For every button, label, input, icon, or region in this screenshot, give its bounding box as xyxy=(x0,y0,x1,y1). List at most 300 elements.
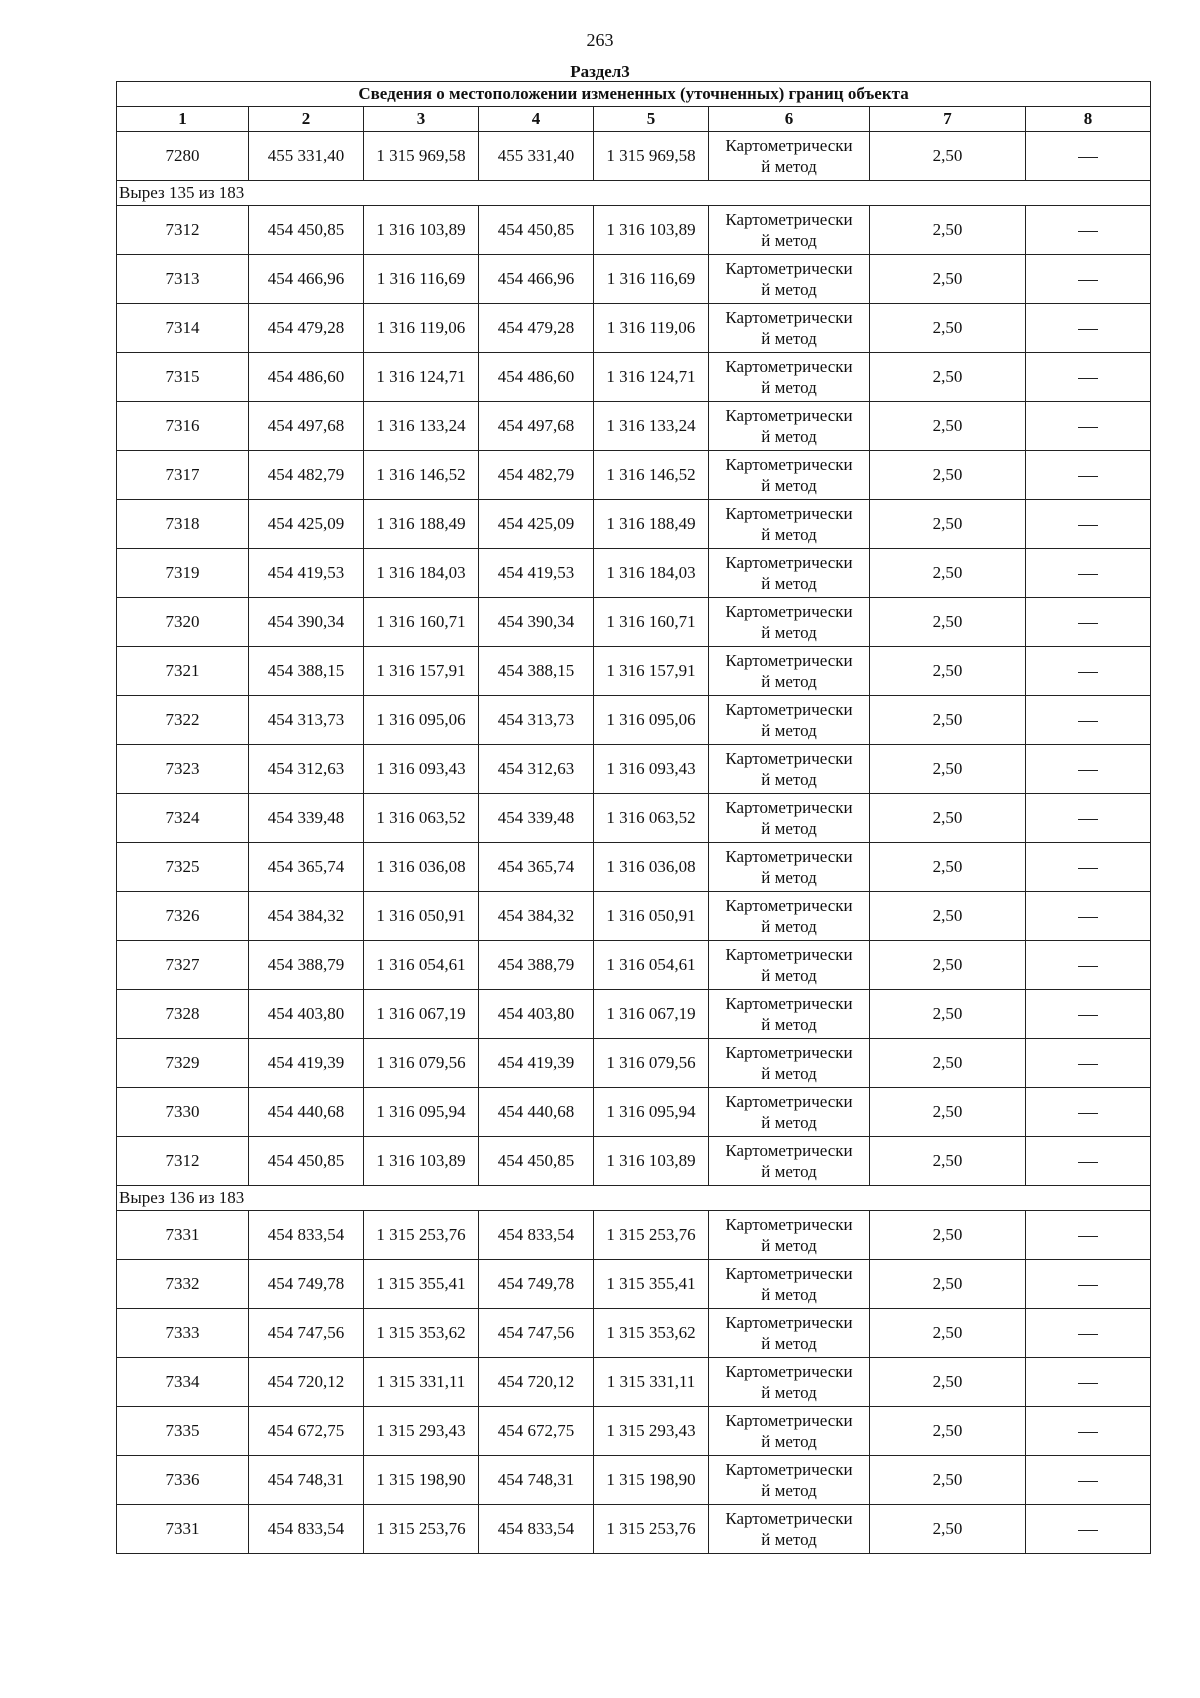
y-refined-cell: 1 315 293,43 xyxy=(594,1407,709,1456)
dash-mark xyxy=(1078,1236,1098,1237)
y-existing-cell: 1 316 093,43 xyxy=(364,745,479,794)
table-row xyxy=(117,255,1151,304)
x-refined-cell: 454 313,73 xyxy=(479,696,594,745)
method-cell xyxy=(709,1260,870,1309)
y-existing-cell: 1 316 067,19 xyxy=(364,990,479,1039)
y-refined-cell: 1 315 969,58 xyxy=(594,132,709,181)
point-number-cell: 7332 xyxy=(117,1260,249,1309)
y-refined-cell: 1 315 253,76 xyxy=(594,1505,709,1554)
x-refined-cell: 454 365,74 xyxy=(479,843,594,892)
point-number-cell: 7331 xyxy=(117,1505,249,1554)
dash-mark xyxy=(1078,525,1098,526)
x-refined-cell: 454 425,09 xyxy=(479,500,594,549)
method-line-1: Картометрически xyxy=(725,308,853,327)
method-line-2: й метод xyxy=(761,1432,817,1451)
method-line-1: Картометрически xyxy=(725,1460,853,1479)
method-cell xyxy=(709,1407,870,1456)
y-refined-cell: 1 316 103,89 xyxy=(594,206,709,255)
table-row xyxy=(117,941,1151,990)
dash-mark xyxy=(1078,1064,1098,1065)
y-refined-cell: 1 316 095,94 xyxy=(594,1088,709,1137)
point-number-cell: 7322 xyxy=(117,696,249,745)
accuracy-cell: 2,50 xyxy=(870,500,1026,549)
method-cell xyxy=(709,1137,870,1186)
x-refined-cell: 454 419,39 xyxy=(479,1039,594,1088)
table-body xyxy=(117,132,1151,1554)
table-row xyxy=(117,206,1151,255)
empty-dash-cell xyxy=(1026,1088,1151,1137)
dash-mark xyxy=(1078,1432,1098,1433)
y-refined-cell: 1 316 133,24 xyxy=(594,402,709,451)
column-header-4: 4 xyxy=(479,107,594,132)
x-refined-cell: 454 497,68 xyxy=(479,402,594,451)
x-existing-cell: 454 497,68 xyxy=(249,402,364,451)
accuracy-cell: 2,50 xyxy=(870,1260,1026,1309)
group-row xyxy=(117,1186,1151,1211)
method-cell xyxy=(709,451,870,500)
point-number-cell: 7326 xyxy=(117,892,249,941)
method-line-1: Картометрически xyxy=(725,1141,853,1160)
empty-dash-cell xyxy=(1026,451,1151,500)
method-cell xyxy=(709,892,870,941)
section-title: Раздел3 xyxy=(570,62,630,81)
empty-dash-cell xyxy=(1026,745,1151,794)
x-existing-cell: 454 479,28 xyxy=(249,304,364,353)
dash-mark xyxy=(1078,1162,1098,1163)
method-cell xyxy=(709,402,870,451)
table-row xyxy=(117,1309,1151,1358)
y-existing-cell: 1 316 050,91 xyxy=(364,892,479,941)
x-existing-cell: 454 747,56 xyxy=(249,1309,364,1358)
empty-dash-cell xyxy=(1026,353,1151,402)
accuracy-cell: 2,50 xyxy=(870,1358,1026,1407)
empty-dash-cell xyxy=(1026,1039,1151,1088)
table-row xyxy=(117,304,1151,353)
accuracy-cell: 2,50 xyxy=(870,745,1026,794)
method-line-1: Картометрически xyxy=(725,1215,853,1234)
x-refined-cell: 454 672,75 xyxy=(479,1407,594,1456)
method-cell xyxy=(709,598,870,647)
method-line-1: Картометрически xyxy=(725,700,853,719)
y-existing-cell: 1 315 331,11 xyxy=(364,1358,479,1407)
accuracy-cell: 2,50 xyxy=(870,794,1026,843)
empty-dash-cell xyxy=(1026,1260,1151,1309)
dash-mark xyxy=(1078,157,1098,158)
y-refined-cell: 1 316 119,06 xyxy=(594,304,709,353)
table-row xyxy=(117,794,1151,843)
table-row xyxy=(117,353,1151,402)
table-row xyxy=(117,1358,1151,1407)
dash-mark xyxy=(1078,427,1098,428)
accuracy-cell: 2,50 xyxy=(870,1456,1026,1505)
method-line-2: й метод xyxy=(761,721,817,740)
method-line-2: й метод xyxy=(761,1334,817,1353)
method-cell xyxy=(709,1309,870,1358)
empty-dash-cell xyxy=(1026,304,1151,353)
method-line-2: й метод xyxy=(761,770,817,789)
dash-mark xyxy=(1078,1383,1098,1384)
method-line-2: й метод xyxy=(761,525,817,544)
table-row xyxy=(117,1407,1151,1456)
table-row xyxy=(117,990,1151,1039)
empty-dash-cell xyxy=(1026,843,1151,892)
point-number-cell: 7334 xyxy=(117,1358,249,1407)
y-existing-cell: 1 316 133,24 xyxy=(364,402,479,451)
y-existing-cell: 1 316 103,89 xyxy=(364,206,479,255)
x-refined-cell: 454 747,56 xyxy=(479,1309,594,1358)
table-row xyxy=(117,1088,1151,1137)
table-row xyxy=(117,745,1151,794)
x-existing-cell: 454 482,79 xyxy=(249,451,364,500)
y-existing-cell: 1 315 253,76 xyxy=(364,1505,479,1554)
accuracy-cell: 2,50 xyxy=(870,206,1026,255)
method-line-2: й метод xyxy=(761,966,817,985)
x-refined-cell: 454 833,54 xyxy=(479,1211,594,1260)
table-row xyxy=(117,1505,1151,1554)
empty-dash-cell xyxy=(1026,549,1151,598)
dash-mark xyxy=(1078,280,1098,281)
x-existing-cell: 454 466,96 xyxy=(249,255,364,304)
empty-dash-cell xyxy=(1026,1505,1151,1554)
point-number-cell: 7317 xyxy=(117,451,249,500)
x-existing-cell: 454 403,80 xyxy=(249,990,364,1039)
method-line-1: Картометрически xyxy=(725,1043,853,1062)
method-line-1: Картометрически xyxy=(725,357,853,376)
method-cell xyxy=(709,794,870,843)
method-cell xyxy=(709,941,870,990)
y-refined-cell: 1 315 331,11 xyxy=(594,1358,709,1407)
dash-mark xyxy=(1078,623,1098,624)
method-line-2: й метод xyxy=(761,623,817,642)
method-cell xyxy=(709,549,870,598)
accuracy-cell: 2,50 xyxy=(870,843,1026,892)
method-line-1: Картометрически xyxy=(725,210,853,229)
x-existing-cell: 454 388,15 xyxy=(249,647,364,696)
table-row xyxy=(117,1260,1151,1309)
method-line-2: й метод xyxy=(761,378,817,397)
x-existing-cell: 454 748,31 xyxy=(249,1456,364,1505)
method-line-1: Картометрически xyxy=(725,455,853,474)
method-line-1: Картометрически xyxy=(725,651,853,670)
point-number-cell: 7329 xyxy=(117,1039,249,1088)
point-number-cell: 7331 xyxy=(117,1211,249,1260)
table-row xyxy=(117,1137,1151,1186)
x-existing-cell: 454 440,68 xyxy=(249,1088,364,1137)
dash-mark xyxy=(1078,1481,1098,1482)
dash-mark xyxy=(1078,770,1098,771)
y-existing-cell: 1 316 119,06 xyxy=(364,304,479,353)
point-number-cell: 7336 xyxy=(117,1456,249,1505)
empty-dash-cell xyxy=(1026,990,1151,1039)
x-refined-cell: 454 748,31 xyxy=(479,1456,594,1505)
method-line-1: Картометрически xyxy=(725,136,853,155)
dash-mark xyxy=(1078,966,1098,967)
method-line-1: Картометрически xyxy=(725,259,853,278)
table-row xyxy=(117,598,1151,647)
empty-dash-cell xyxy=(1026,1137,1151,1186)
table-caption: Сведения о местоположении измененных (уточненных) границ объекта xyxy=(117,82,1151,107)
method-line-2: й метод xyxy=(761,1236,817,1255)
empty-dash-cell xyxy=(1026,1211,1151,1260)
accuracy-cell: 2,50 xyxy=(870,892,1026,941)
empty-dash-cell xyxy=(1026,941,1151,990)
method-line-2: й метод xyxy=(761,231,817,250)
x-existing-cell: 454 833,54 xyxy=(249,1211,364,1260)
y-refined-cell: 1 316 160,71 xyxy=(594,598,709,647)
accuracy-cell: 2,50 xyxy=(870,647,1026,696)
column-header-8: 8 xyxy=(1026,107,1151,132)
empty-dash-cell xyxy=(1026,1407,1151,1456)
y-refined-cell: 1 316 036,08 xyxy=(594,843,709,892)
table-row xyxy=(117,500,1151,549)
table-row xyxy=(117,402,1151,451)
x-existing-cell: 454 749,78 xyxy=(249,1260,364,1309)
method-line-1: Картометрически xyxy=(725,504,853,523)
empty-dash-cell xyxy=(1026,598,1151,647)
method-cell xyxy=(709,843,870,892)
table-row xyxy=(117,132,1151,181)
method-line-1: Картометрически xyxy=(725,602,853,621)
x-refined-cell: 454 749,78 xyxy=(479,1260,594,1309)
method-line-1: Картометрически xyxy=(725,896,853,915)
table-row xyxy=(117,843,1151,892)
column-header-5: 5 xyxy=(594,107,709,132)
y-existing-cell: 1 316 157,91 xyxy=(364,647,479,696)
method-cell xyxy=(709,132,870,181)
empty-dash-cell xyxy=(1026,1309,1151,1358)
method-line-2: й метод xyxy=(761,427,817,446)
method-line-2: й метод xyxy=(761,476,817,495)
empty-dash-cell xyxy=(1026,1358,1151,1407)
method-line-1: Картометрически xyxy=(725,406,853,425)
x-refined-cell: 454 312,63 xyxy=(479,745,594,794)
empty-dash-cell xyxy=(1026,132,1151,181)
accuracy-cell: 2,50 xyxy=(870,304,1026,353)
method-line-2: й метод xyxy=(761,280,817,299)
method-line-2: й метод xyxy=(761,819,817,838)
method-line-1: Картометрически xyxy=(725,847,853,866)
method-line-2: й метод xyxy=(761,1064,817,1083)
method-line-1: Картометрически xyxy=(725,1362,853,1381)
x-refined-cell: 455 331,40 xyxy=(479,132,594,181)
method-line-2: й метод xyxy=(761,1481,817,1500)
x-existing-cell: 454 339,48 xyxy=(249,794,364,843)
accuracy-cell: 2,50 xyxy=(870,1407,1026,1456)
method-line-2: й метод xyxy=(761,329,817,348)
method-cell xyxy=(709,1039,870,1088)
dash-mark xyxy=(1078,1334,1098,1335)
y-refined-cell: 1 316 054,61 xyxy=(594,941,709,990)
point-number-cell: 7315 xyxy=(117,353,249,402)
dash-mark xyxy=(1078,574,1098,575)
empty-dash-cell xyxy=(1026,647,1151,696)
y-existing-cell: 1 316 124,71 xyxy=(364,353,479,402)
y-refined-cell: 1 316 050,91 xyxy=(594,892,709,941)
y-existing-cell: 1 316 063,52 xyxy=(364,794,479,843)
y-existing-cell: 1 316 054,61 xyxy=(364,941,479,990)
method-cell xyxy=(709,500,870,549)
dash-mark xyxy=(1078,1113,1098,1114)
accuracy-cell: 2,50 xyxy=(870,598,1026,647)
method-line-1: Картометрически xyxy=(725,1509,853,1528)
y-existing-cell: 1 316 036,08 xyxy=(364,843,479,892)
x-refined-cell: 454 466,96 xyxy=(479,255,594,304)
method-cell xyxy=(709,206,870,255)
method-line-2: й метод xyxy=(761,1113,817,1132)
accuracy-cell: 2,50 xyxy=(870,402,1026,451)
x-existing-cell: 454 833,54 xyxy=(249,1505,364,1554)
y-refined-cell: 1 316 146,52 xyxy=(594,451,709,500)
table-row xyxy=(117,696,1151,745)
y-existing-cell: 1 315 253,76 xyxy=(364,1211,479,1260)
point-number-cell: 7314 xyxy=(117,304,249,353)
method-cell xyxy=(709,353,870,402)
y-existing-cell: 1 316 160,71 xyxy=(364,598,479,647)
point-number-cell: 7321 xyxy=(117,647,249,696)
y-existing-cell: 1 315 198,90 xyxy=(364,1456,479,1505)
dash-mark xyxy=(1078,917,1098,918)
point-number-cell: 7312 xyxy=(117,1137,249,1186)
dash-mark xyxy=(1078,476,1098,477)
empty-dash-cell xyxy=(1026,892,1151,941)
y-existing-cell: 1 316 095,06 xyxy=(364,696,479,745)
method-line-2: й метод xyxy=(761,574,817,593)
x-existing-cell: 454 419,53 xyxy=(249,549,364,598)
method-line-1: Картометрически xyxy=(725,1313,853,1332)
point-number-cell: 7316 xyxy=(117,402,249,451)
y-refined-cell: 1 316 116,69 xyxy=(594,255,709,304)
x-existing-cell: 454 312,63 xyxy=(249,745,364,794)
accuracy-cell: 2,50 xyxy=(870,696,1026,745)
x-existing-cell: 454 450,85 xyxy=(249,206,364,255)
y-existing-cell: 1 316 146,52 xyxy=(364,451,479,500)
x-refined-cell: 454 450,85 xyxy=(479,1137,594,1186)
method-cell xyxy=(709,1505,870,1554)
accuracy-cell: 2,50 xyxy=(870,1211,1026,1260)
y-refined-cell: 1 315 253,76 xyxy=(594,1211,709,1260)
table-row xyxy=(117,1211,1151,1260)
table-row xyxy=(117,1456,1151,1505)
x-refined-cell: 454 419,53 xyxy=(479,549,594,598)
point-number-cell: 7335 xyxy=(117,1407,249,1456)
dash-mark xyxy=(1078,1285,1098,1286)
x-existing-cell: 454 384,32 xyxy=(249,892,364,941)
y-refined-cell: 1 315 353,62 xyxy=(594,1309,709,1358)
empty-dash-cell xyxy=(1026,1456,1151,1505)
accuracy-cell: 2,50 xyxy=(870,1088,1026,1137)
method-cell xyxy=(709,1456,870,1505)
dash-mark xyxy=(1078,721,1098,722)
method-cell xyxy=(709,1358,870,1407)
accuracy-cell: 2,50 xyxy=(870,255,1026,304)
table-row xyxy=(117,451,1151,500)
point-number-cell: 7318 xyxy=(117,500,249,549)
group-row xyxy=(117,181,1151,206)
x-existing-cell: 454 450,85 xyxy=(249,1137,364,1186)
accuracy-cell: 2,50 xyxy=(870,132,1026,181)
empty-dash-cell xyxy=(1026,696,1151,745)
point-number-cell: 7280 xyxy=(117,132,249,181)
dash-mark xyxy=(1078,231,1098,232)
column-header-2: 2 xyxy=(249,107,364,132)
y-refined-cell: 1 316 103,89 xyxy=(594,1137,709,1186)
accuracy-cell: 2,50 xyxy=(870,941,1026,990)
point-number-cell: 7327 xyxy=(117,941,249,990)
empty-dash-cell xyxy=(1026,206,1151,255)
y-refined-cell: 1 316 184,03 xyxy=(594,549,709,598)
column-header-7: 7 xyxy=(870,107,1026,132)
table-row xyxy=(117,892,1151,941)
x-refined-cell: 454 388,79 xyxy=(479,941,594,990)
x-refined-cell: 454 388,15 xyxy=(479,647,594,696)
method-line-2: й метод xyxy=(761,917,817,936)
x-refined-cell: 454 486,60 xyxy=(479,353,594,402)
y-refined-cell: 1 316 095,06 xyxy=(594,696,709,745)
y-refined-cell: 1 316 079,56 xyxy=(594,1039,709,1088)
x-refined-cell: 454 479,28 xyxy=(479,304,594,353)
x-existing-cell: 454 388,79 xyxy=(249,941,364,990)
method-cell xyxy=(709,1088,870,1137)
x-existing-cell: 454 365,74 xyxy=(249,843,364,892)
dash-mark xyxy=(1078,329,1098,330)
method-line-1: Картометрически xyxy=(725,1264,853,1283)
x-refined-cell: 454 384,32 xyxy=(479,892,594,941)
y-refined-cell: 1 316 093,43 xyxy=(594,745,709,794)
method-cell xyxy=(709,696,870,745)
y-refined-cell: 1 315 355,41 xyxy=(594,1260,709,1309)
point-number-cell: 7320 xyxy=(117,598,249,647)
method-line-2: й метод xyxy=(761,1162,817,1181)
table-row xyxy=(117,549,1151,598)
x-refined-cell: 454 390,34 xyxy=(479,598,594,647)
x-refined-cell: 454 833,54 xyxy=(479,1505,594,1554)
y-existing-cell: 1 315 355,41 xyxy=(364,1260,479,1309)
method-cell xyxy=(709,1211,870,1260)
y-existing-cell: 1 316 103,89 xyxy=(364,1137,479,1186)
accuracy-cell: 2,50 xyxy=(870,549,1026,598)
empty-dash-cell xyxy=(1026,500,1151,549)
method-cell xyxy=(709,647,870,696)
method-line-2: й метод xyxy=(761,1530,817,1549)
column-header-1: 1 xyxy=(117,107,249,132)
method-line-2: й метод xyxy=(761,672,817,691)
method-cell xyxy=(709,255,870,304)
method-line-2: й метод xyxy=(761,1015,817,1034)
method-line-2: й метод xyxy=(761,868,817,887)
accuracy-cell: 2,50 xyxy=(870,1039,1026,1088)
dash-mark xyxy=(1078,819,1098,820)
dash-mark xyxy=(1078,1015,1098,1016)
x-existing-cell: 455 331,40 xyxy=(249,132,364,181)
y-existing-cell: 1 316 184,03 xyxy=(364,549,479,598)
y-refined-cell: 1 316 067,19 xyxy=(594,990,709,1039)
x-refined-cell: 454 440,68 xyxy=(479,1088,594,1137)
accuracy-cell: 2,50 xyxy=(870,1309,1026,1358)
column-header-row xyxy=(117,107,1151,132)
table-row xyxy=(117,1039,1151,1088)
point-number-cell: 7319 xyxy=(117,549,249,598)
point-number-cell: 7333 xyxy=(117,1309,249,1358)
point-number-cell: 7324 xyxy=(117,794,249,843)
method-line-1: Картометрически xyxy=(725,945,853,964)
method-line-1: Картометрически xyxy=(725,1411,853,1430)
x-refined-cell: 454 720,12 xyxy=(479,1358,594,1407)
y-existing-cell: 1 316 188,49 xyxy=(364,500,479,549)
y-existing-cell: 1 316 095,94 xyxy=(364,1088,479,1137)
method-line-2: й метод xyxy=(761,1285,817,1304)
y-existing-cell: 1 316 079,56 xyxy=(364,1039,479,1088)
y-refined-cell: 1 316 063,52 xyxy=(594,794,709,843)
